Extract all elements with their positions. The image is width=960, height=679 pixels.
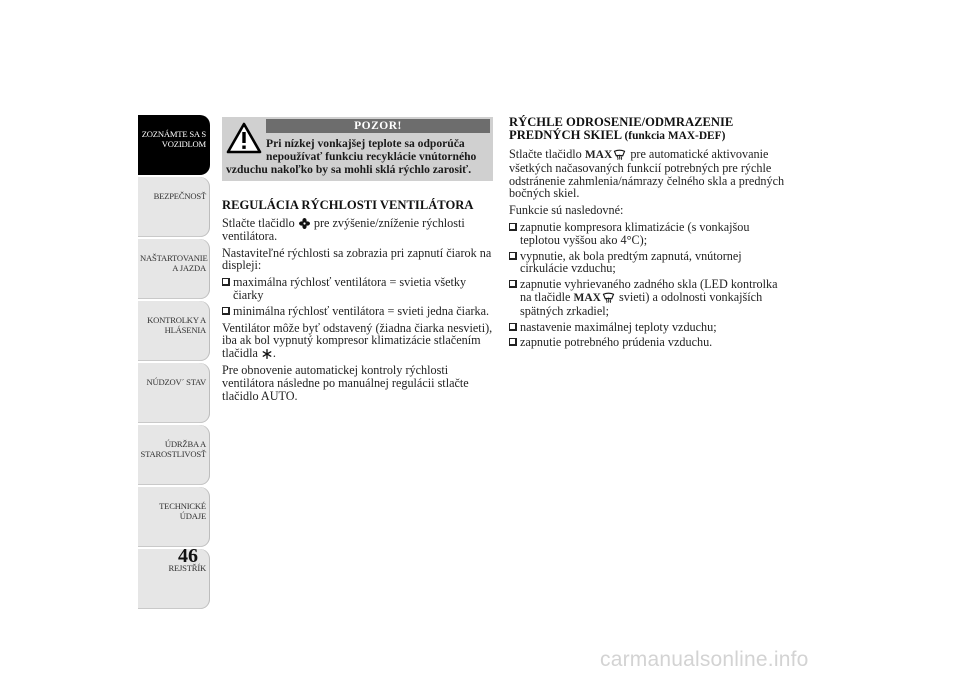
warning-line-2: nepoužívať funkciu recyklácie vnútorného (266, 150, 477, 163)
bullet-text: zapnutie potrebného prúdenia vzduchu. (520, 335, 713, 350)
fan-p1-start: Stlačte tlačidlo (222, 216, 295, 230)
list-item (509, 321, 789, 334)
warning-line-1: Pri nízkej vonkajšej teplote sa odporúča (266, 137, 465, 150)
defrost-heading-sub: (funkcia MAX-DEF) (624, 130, 726, 142)
page-number: 46 (178, 545, 198, 567)
fan-icon (299, 218, 310, 229)
checkbox-bullet-icon (509, 223, 517, 231)
list-item (509, 336, 789, 349)
bullet-text: zapnutie kompresora klimatizácie (s vonkajšou teplotou vyššou ako 4°C); (520, 219, 750, 247)
fan-p3-start: Ventilátor môže byť odstavený (žiadna čiarka nesvieti), iba ak bol vypnutý kompresor klimatizácie stlačením tlačidla (222, 320, 493, 361)
windshield-defrost-icon (602, 292, 615, 303)
tab-kontrolky[interactable]: KONTROLKY A HLÁSENIA (138, 301, 210, 361)
checkbox-bullet-icon (509, 338, 517, 346)
fan-speed-section (222, 199, 494, 406)
fan-p1-end: pre zvýšenie/zníženie rýchlosti ventilátora. (222, 216, 465, 243)
checkbox-bullet-icon (222, 307, 230, 315)
fan-paragraph-3 (222, 322, 494, 360)
tab-zoznamte-sa[interactable]: ZOZNÁMTE SA S VOZIDLOM (138, 115, 210, 175)
bullet-text: nastavenie maximálnej teploty vzduchu; (520, 319, 717, 334)
list-item (509, 221, 789, 247)
checkbox-bullet-icon (509, 252, 517, 260)
tab-nudzovy-stav[interactable]: NÚDZOV´ STAV (138, 363, 210, 423)
defrost-paragraph-1 (509, 148, 789, 200)
defrost-heading-line-1: RÝCHLE ODROSENIE/ODMRAZENIE (509, 115, 734, 129)
fan-p3-end: . (272, 346, 276, 361)
tab-rejstrik[interactable]: REJSTŘÍK (138, 549, 210, 609)
tab-nastartovanie[interactable]: NAŠTARTOVANIE A JAZDA (138, 239, 210, 299)
checkbox-bullet-icon (222, 278, 230, 286)
tab-bezpecnost[interactable]: BEZPEČNOSŤ (138, 177, 210, 237)
watermark: carmanualsonline.info (600, 648, 809, 671)
bullet-text: zapnutie vyhrievaného zadného skla (LED kontrolka na tlačidle (520, 277, 778, 304)
max-button-label: MAX (573, 291, 601, 304)
fan-paragraph-1 (222, 217, 494, 243)
warning-line-3: vzduchu nakoľko by sa mohli sklá rýchlo zarosiť. (226, 163, 472, 176)
snowflake-icon (262, 349, 272, 359)
warning-title: POZOR! (266, 119, 490, 133)
max-button-label: MAX (584, 149, 613, 161)
checkbox-bullet-icon (509, 323, 517, 331)
list-item (222, 276, 494, 302)
warning-text (226, 137, 489, 176)
bullet-text: minimálna rýchlosť ventilátora = svieti jedna čiarka. (233, 303, 490, 318)
checkbox-bullet-icon (509, 280, 517, 288)
warning-box (222, 117, 493, 181)
defrost-p1-end: pre automatické aktivovanie všetkých načasovaných funkcií potrebných pre rýchle odstránenie zahmlenia/námrazy čelného skla a predných bočných skiel. (509, 147, 785, 201)
tab-udrzba[interactable]: ÚDRŽBA A STAROSTLIVOSŤ (138, 425, 210, 485)
list-item (509, 250, 789, 276)
list-item (222, 305, 494, 318)
fan-paragraph-4: Pre obnovenie automatickej kontroly rýchlosti ventilátora následne po manuálnej regulácii stlačte tlačidlo AUTO. (222, 362, 469, 403)
defrost-p1-start: Stlačte tlačidlo (509, 147, 582, 161)
fan-paragraph-2: Nastaviteľné rýchlosti sa zobrazia pri zapnutí čiarok na displeji: (222, 245, 492, 273)
fan-bullet-list (222, 276, 494, 317)
bullet-text: maximálna rýchlosť ventilátora = svietia všetky čiarky (233, 275, 467, 302)
defrost-bullet-list (509, 221, 789, 349)
bullet-text: vypnutie, ak bola predtým zapnutá, vnútornej cirkulácie vzduchu; (520, 248, 742, 276)
bullet-text: svieti) a odolnosti vonkajších spätných zrkadiel; (520, 289, 763, 318)
windshield-defrost-icon (613, 149, 626, 160)
defrost-section (509, 116, 789, 353)
list-item (509, 278, 789, 317)
defrost-paragraph-2: Funkcie sú nasledovné: (509, 203, 624, 218)
tab-technicke-udaje[interactable]: TECHNICKÉ ÚDAJE (138, 487, 210, 547)
defrost-heading-line-2: PREDNÝCH SKIEL (509, 128, 622, 142)
defrost-section-heading (509, 116, 789, 143)
fan-section-heading: REGULÁCIA RÝCHLOSTI VENTILÁTORA (222, 198, 474, 212)
